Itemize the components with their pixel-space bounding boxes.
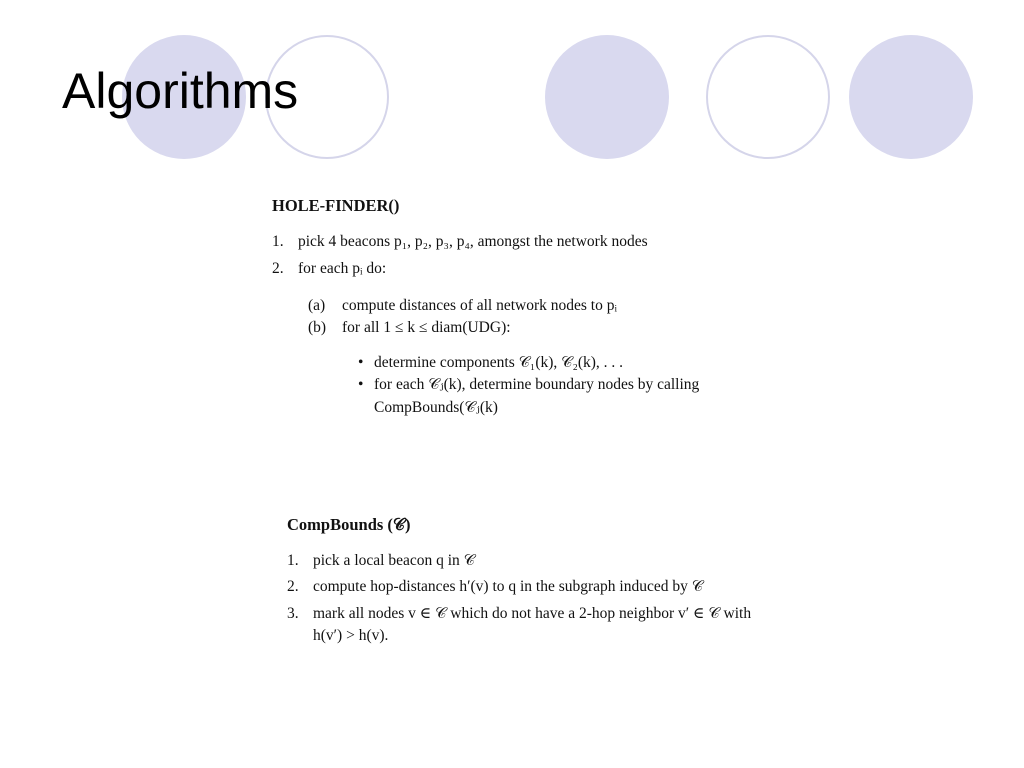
- list-item: [308, 295, 772, 317]
- step-text: compute hop-distances h′(v) to q in the subgraph induced by 𝒞: [313, 578, 704, 596]
- list-item: [308, 317, 772, 339]
- bullet-text: for each 𝒞ⱼ(k), determine boundary nodes by calling CompBounds(𝒞ⱼ(k): [374, 376, 700, 416]
- list-item: [358, 352, 772, 374]
- list-item: [358, 374, 772, 419]
- decor-circle-2: [545, 35, 669, 159]
- list-item: [287, 603, 767, 648]
- bullet-icon: •: [358, 376, 364, 394]
- substep-list: [308, 295, 772, 340]
- step-number: 2.: [287, 578, 299, 596]
- list-item: [287, 550, 767, 572]
- bullet-icon: •: [358, 353, 364, 371]
- hole-finder-title: HOLE-FINDER(): [272, 196, 400, 215]
- substep-label: (a): [308, 296, 326, 314]
- slide-title: Algorithms: [62, 63, 299, 119]
- step-number: 3.: [287, 604, 299, 622]
- step-text: pick a local beacon q in 𝒞: [313, 551, 475, 569]
- substep-text: compute distances of all network nodes to pᵢ: [342, 296, 618, 314]
- step-text: for each pᵢ do:: [298, 260, 387, 278]
- decor-ring-2: [706, 35, 830, 159]
- bullet-text: determine components 𝒞₁(k), 𝒞₂(k), . . .: [374, 353, 624, 371]
- substep-text: for all 1 ≤ k ≤ diam(UDG):: [342, 319, 511, 337]
- hole-finder-block: [272, 194, 772, 419]
- step-number: 1.: [287, 551, 299, 569]
- bullet-list: [358, 352, 772, 419]
- decor-circle-3: [849, 35, 973, 159]
- step-number: 1.: [272, 232, 284, 250]
- list-item: [272, 258, 772, 280]
- step-number: 2.: [272, 260, 284, 278]
- substep-label: (b): [308, 319, 327, 337]
- list-item: [287, 576, 767, 598]
- step-text: pick 4 beacons p₁, p₂, p₃, p₄, amongst the network nodes: [298, 232, 648, 250]
- list-item: [272, 231, 772, 253]
- compbounds-block: [287, 513, 767, 652]
- step-text: mark all nodes v ∈ 𝒞 which do not have a 2-hop neighbor v′ ∈ 𝒞 with h(v′) > h(v).: [313, 604, 752, 645]
- compbounds-title: CompBounds (𝒞): [287, 515, 411, 534]
